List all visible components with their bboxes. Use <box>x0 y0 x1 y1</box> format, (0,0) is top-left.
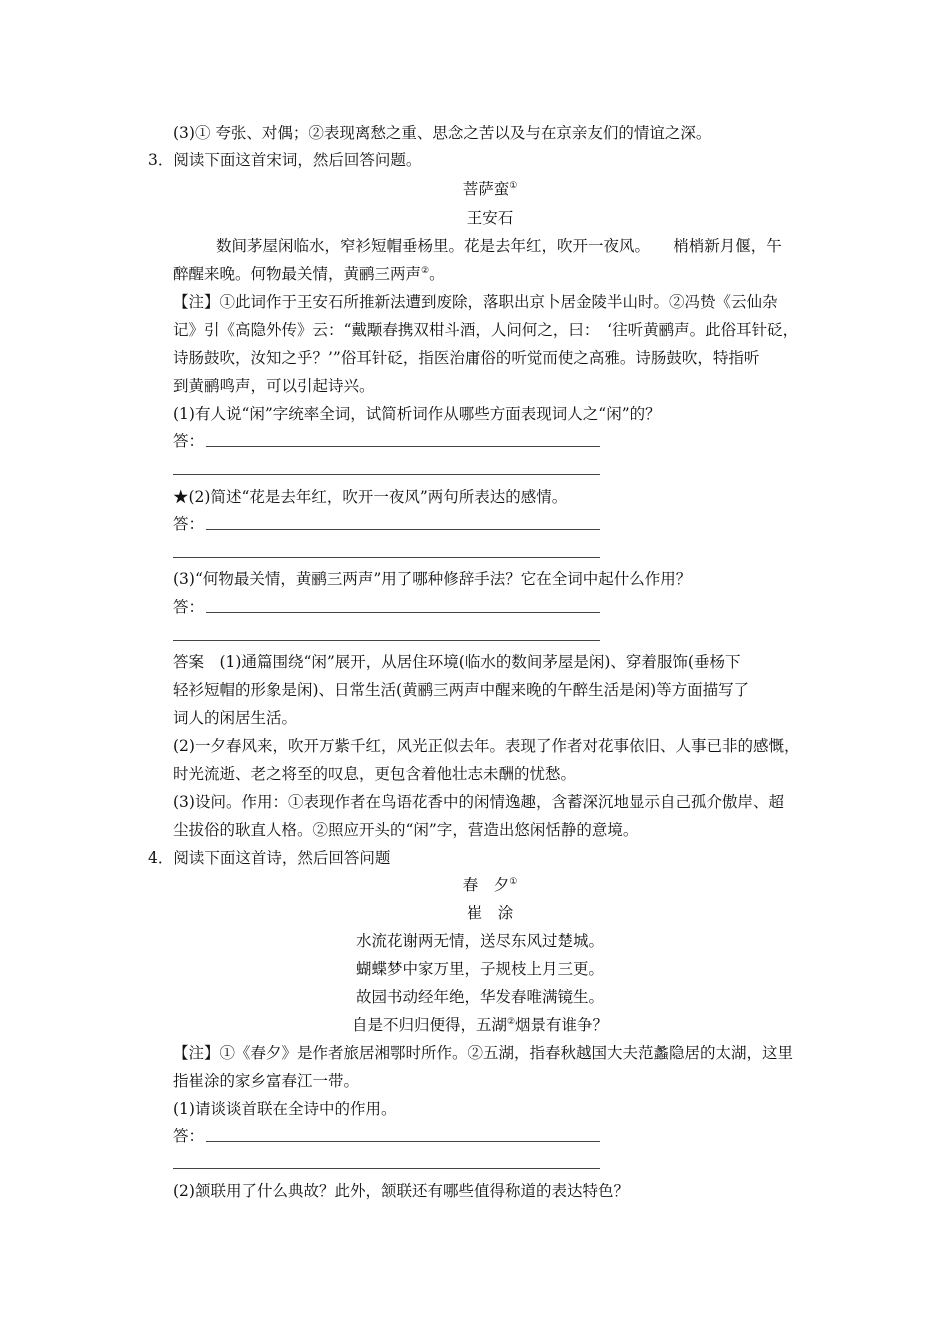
q3-answer-label-1: 答： <box>173 432 205 450</box>
q3-answer-key-line-7: 尘拔俗的耿直人格。②照应开头的“闲”字，营造出悠闲恬静的意境。 <box>173 821 639 839</box>
q3-answer-key-line-6: (3)设问。作用：①表现作者在鸟语花香中的闲情逸趣，含蓄深沉地显示自己孤介傲岸、超 <box>173 793 784 811</box>
q4-heading: 4．阅读下面这首诗，然后回答问题 <box>148 849 391 867</box>
q4-poem-line-1: 水流花谢两无情，送尽东风过楚城。 <box>355 932 604 950</box>
q3-answer-key-line-1: 答案 (1)通篇围绕“闲”展开，从居住环境(临水的数间茅屋是闲)、穿着服饰(垂杨下 <box>173 653 741 671</box>
q3-answer-2-line-b[interactable] <box>173 557 600 558</box>
q3-heading: 3．阅读下面这首宋词，然后回答问题。 <box>148 151 422 169</box>
previous-answer-3: (3)① 夸张、对偶；②表现离愁之重、思念之苦以及与在京亲友们的情谊之深。 <box>173 124 712 142</box>
q4-poem-line-4: 自是不归归便得，五湖②烟景有谁争？ <box>351 1016 609 1034</box>
q4-poem-note-marker: ② <box>506 1017 516 1027</box>
q3-poem-line-1: 数间茅屋闲临水，窄衫短帽垂杨里。花是去年红，吹开一夜风。 梢梢新月偃，午 <box>216 237 782 255</box>
q4-poem-line-3: 故园书动经年绝，华发春唯满镜生。 <box>355 988 604 1006</box>
q3-sub-question-3: (3)“何物最关情，黄鹂三两声”用了哪种修辞手法？它在全词中起什么作用？ <box>173 570 692 588</box>
q3-poem-line-2: 醉醒来晚。何物最关情，黄鹂三两声②。 <box>173 265 445 283</box>
q3-sub-question-1: (1)有人说“闲”字统率全词，试简析词作从哪些方面表现词人之“闲”的？ <box>173 405 661 423</box>
q3-note-line-3: 诗肠鼓吹，汝知之乎？’”俗耳针砭，指医治庸俗的听觉而使之高雅。诗肠鼓吹，特指听 <box>173 349 760 367</box>
q3-answer-key-line-4: (2)一夕春风来，吹开万紫千红，风光正似去年。表现了作者对花事依旧、人事已非的感慨， <box>173 737 800 755</box>
q3-poem-note-marker: ② <box>421 266 430 276</box>
q4-sub-question-2: (2)颔联用了什么典故？此外，颔联还有哪些值得称道的表达特色？ <box>173 1182 629 1200</box>
q3-answer-3-line-a[interactable] <box>206 612 600 613</box>
q4-poem-author: 崔 涂 <box>466 904 514 922</box>
q3-answer-key-line-5: 时光流逝、老之将至的叹息，更包含着他壮志未酬的忧愁。 <box>173 765 577 783</box>
q3-note-line-1: 【注】①此词作于王安石所推新法遭到废除，落职出京卜居金陵半山时。②冯贽《云仙杂 <box>173 293 778 311</box>
q3-answer-3-line-b[interactable] <box>173 640 600 641</box>
q3-poem-title: 菩萨蛮① <box>462 180 518 198</box>
q3-sub-question-2: ★(2)简述“花是去年红，吹开一夜风”两句所表达的感情。 <box>173 488 568 506</box>
q4-poem-title: 春 夕① <box>462 876 518 894</box>
q3-note-line-4: 到黄鹂鸣声，可以引起诗兴。 <box>173 377 375 395</box>
q4-note-line-2: 指崔涂的家乡富春江一带。 <box>173 1072 360 1090</box>
q4-poem-line-2: 蝴蝶梦中家万里，子规枝上月三更。 <box>355 960 604 978</box>
q4-note-line-1: 【注】①《春夕》是作者旅居湘鄂时所作。②五湖，指春秋越国大夫范蠡隐居的太湖，这里 <box>173 1044 794 1062</box>
q4-answer-label-1: 答： <box>173 1127 205 1145</box>
q4-answer-1-line-b[interactable] <box>173 1168 600 1169</box>
q3-answer-1-line-b[interactable] <box>173 474 600 475</box>
q4-title-note-marker: ① <box>509 877 518 887</box>
q4-sub-question-1: (1)请谈谈首联在全诗中的作用。 <box>173 1100 397 1118</box>
q3-answer-1-line-a[interactable] <box>206 446 600 447</box>
q3-answer-key-line-2: 轻衫短帽的形象是闲)、日常生活(黄鹂三两声中醒来晚的午醉生活是闲)等方面描写了 <box>173 681 750 699</box>
q3-poem-author: 王安石 <box>466 209 514 227</box>
q3-note-line-2: 记》引《高隐外传》云：“戴颙春携双柑斗酒，人问何之，曰： ‘往听黄鹂声。此俗耳针砭， <box>173 321 799 339</box>
q3-answer-2-line-a[interactable] <box>206 529 600 530</box>
q3-title-note-marker: ① <box>509 181 518 191</box>
q3-answer-key-line-3: 词人的闲居生活。 <box>173 709 298 727</box>
q4-answer-1-line-a[interactable] <box>206 1141 600 1142</box>
q3-answer-label-2: 答： <box>173 515 205 533</box>
q3-answer-label-3: 答： <box>173 598 205 616</box>
